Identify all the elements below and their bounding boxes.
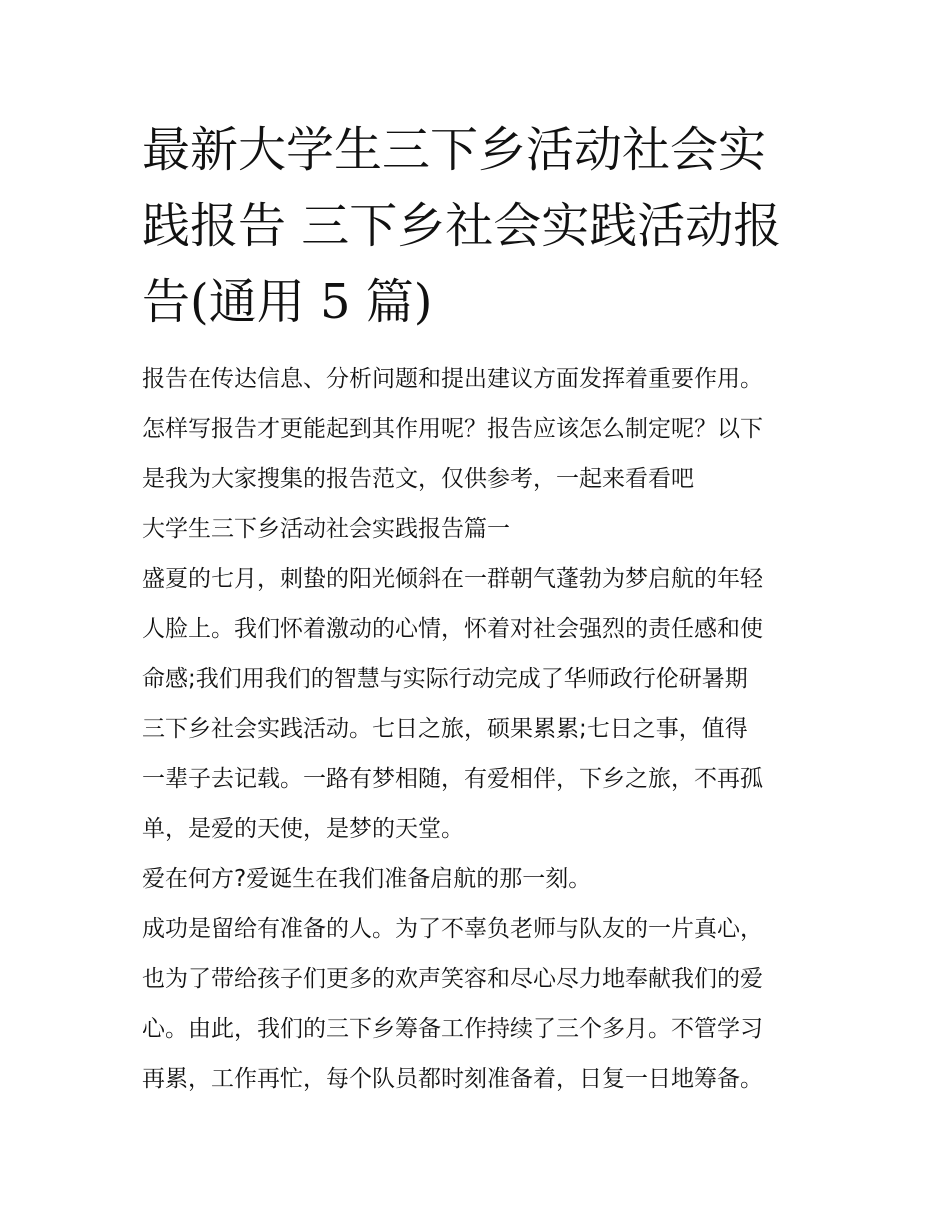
title-line-3: 告(通用 5 篇) <box>142 274 433 330</box>
paragraph-line: 是我为大家搜集的报告范文，仅供参考，一起来看看吧 <box>142 466 694 492</box>
paragraph-line: 命感;我们用我们的智慧与实际行动完成了华师政行伦研暑期 <box>142 666 748 692</box>
title-line-2: 践报告 三下乡社会实践活动报 <box>142 198 782 254</box>
paragraph-line: 怎样写报告才更能起到其作用呢？报告应该怎么制定呢？以下 <box>142 416 763 442</box>
document-body <box>142 354 822 1104</box>
paragraph-line: 成功是留给有准备的人。为了不辜负老师与队友的一片真心， <box>142 916 763 942</box>
paragraph-line: 也为了带给孩子们更多的欢声笑容和尽心尽力地奉献我们的爱 <box>142 966 763 992</box>
intro-paragraph <box>142 354 822 504</box>
paragraph-line: 单，是爱的天使，是梦的天堂。 <box>142 816 464 842</box>
title-line-1: 最新大学生三下乡活动社会实 <box>142 122 767 178</box>
body-paragraph <box>142 854 822 904</box>
paragraph-line: 人脸上。我们怀着激动的心情，怀着对社会强烈的责任感和使 <box>142 616 763 642</box>
paragraph-line: 三下乡社会实践活动。七日之旅，硕果累累;七日之事，值得 <box>142 716 748 742</box>
paragraph-line: 盛夏的七月，刺蛰的阳光倾斜在一群朝气蓬勃为梦启航的年轻 <box>142 566 763 592</box>
document-page <box>142 112 822 1104</box>
paragraph-line: 再累，工作再忙，每个队员都时刻准备着，日复一日地筹备。 <box>142 1066 763 1092</box>
section-heading <box>142 504 822 554</box>
body-paragraph <box>142 554 822 854</box>
body-paragraph <box>142 904 822 1104</box>
paragraph-line: 报告在传达信息、分析问题和提出建议方面发挥着重要作用。 <box>142 366 763 392</box>
paragraph-line: 爱在何方?爱诞生在我们准备启航的那一刻。 <box>142 866 592 892</box>
paragraph-line: 心。由此，我们的三下乡筹备工作持续了三个多月。不管学习 <box>142 1016 763 1042</box>
section-heading-text: 大学生三下乡活动社会实践报告篇一 <box>142 516 510 542</box>
document-title <box>142 112 822 340</box>
paragraph-line: 一辈子去记载。一路有梦相随，有爱相伴，下乡之旅，不再孤 <box>142 766 763 792</box>
